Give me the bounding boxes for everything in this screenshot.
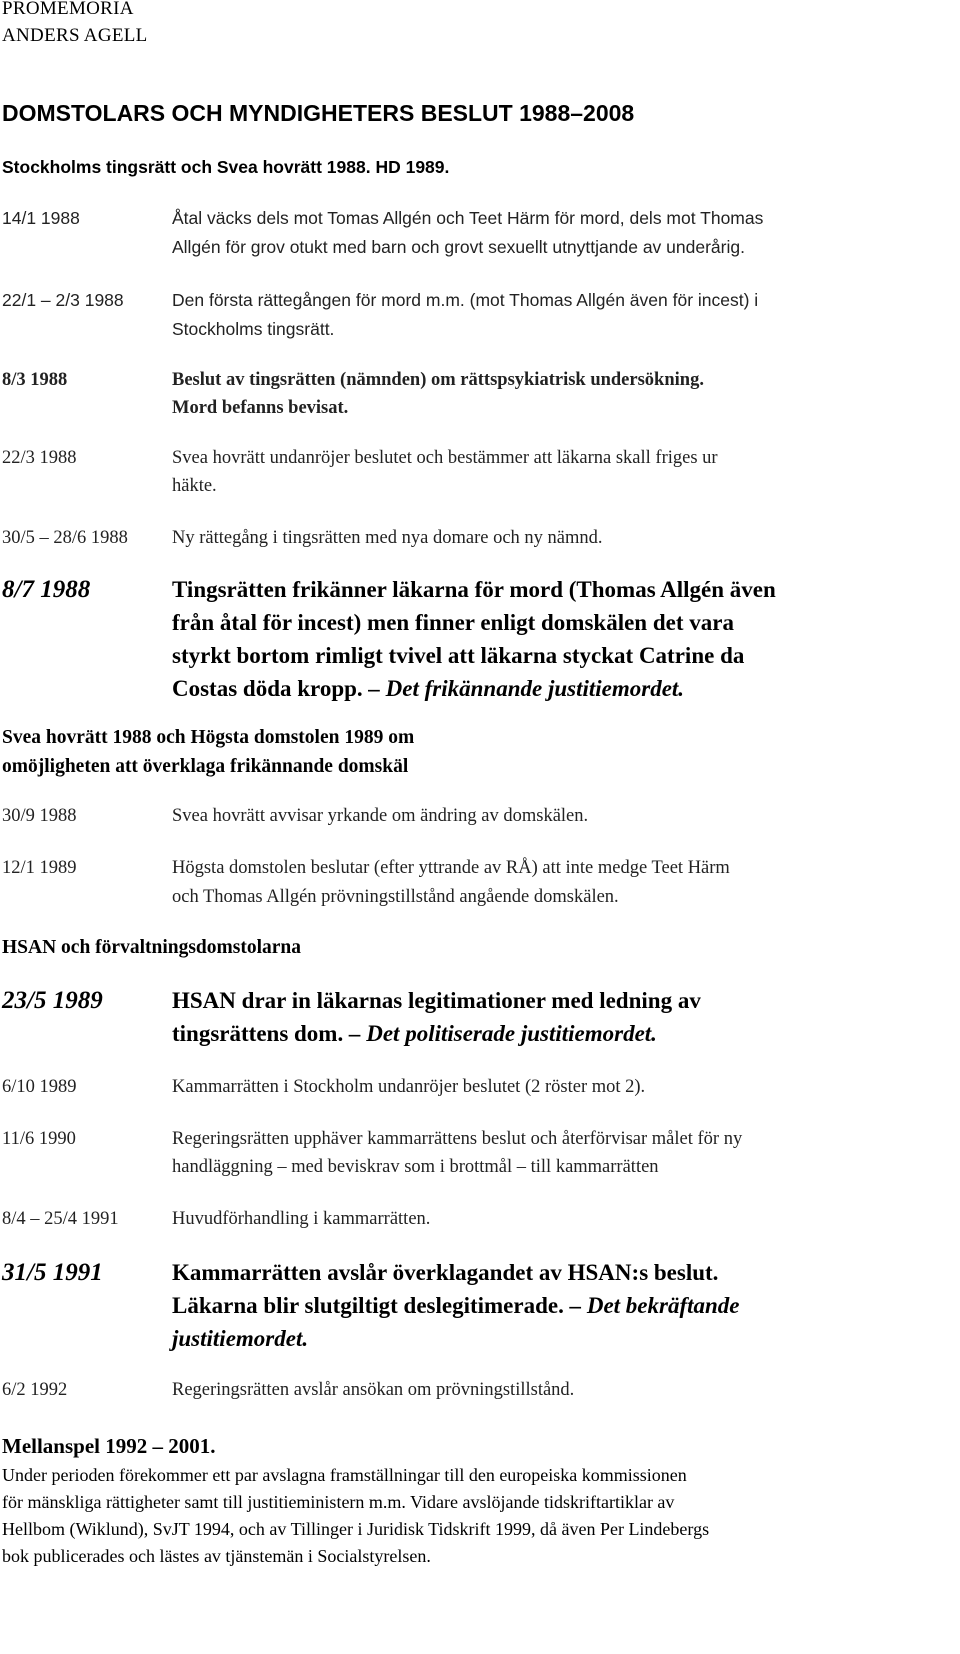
entry-text: Åtal väcks dels mot Tomas Allgén och Teet Härm för mord, dels mot Thomas	[172, 208, 764, 228]
entry-date: 6/2 1992	[2, 1380, 68, 1400]
entry-text: och Thomas Allgén prövningstillstånd angående domskälen.	[172, 887, 619, 907]
highlight-text: från åtal för incest) men finner enligt domskälen det vara	[172, 610, 734, 635]
entry-text: Högsta domstolen beslutar (efter yttrande av RÅ) att inte medge Teet Härm	[172, 858, 730, 878]
section-heading-appeal: Svea hovrätt 1988 och Högsta domstolen 1989 om	[2, 727, 415, 748]
highlight-text-last	[172, 673, 684, 705]
paragraph-line: för mänskliga rättigheter samt till justitieministern m.m. Vidare avslöjande tidskriftartiklar av	[2, 1492, 675, 1512]
highlight-date: 8/7 1988	[2, 576, 91, 603]
entry-text: Beslut av tingsrätten (nämnden) om rättspsykiatrisk undersökning.	[172, 370, 704, 390]
highlight-emphasis: – Det politiserade justitiemordet.	[348, 1021, 657, 1046]
section-heading-interlude: Mellanspel 1992 – 2001.	[2, 1434, 216, 1458]
paragraph-line: Under perioden förekommer ett par avslagna framställningar till den europeiska kommissionen	[2, 1465, 687, 1485]
highlight-emphasis: – Det frikännande justitiemordet.	[368, 676, 685, 701]
paragraph-line: bok publicerades och lästes av tjänstemän i Socialstyrelsen.	[2, 1546, 431, 1566]
highlight-text: Läkarna blir slutgiltigt deslegitimerade.	[172, 1293, 564, 1318]
entry-text: Ny rättegång i tingsrätten med nya domare och ny nämnd.	[172, 528, 603, 548]
entry-text: Svea hovrätt avvisar yrkande om ändring av domskälen.	[172, 806, 589, 826]
entry-date: 12/1 1989	[2, 858, 77, 878]
section-heading-hsan: HSAN och förvaltningsdomstolarna	[2, 937, 302, 958]
entry-text: Regeringsrätten avslår ansökan om prövningstillstånd.	[172, 1380, 575, 1400]
entry-date: 22/1 – 2/3 1988	[2, 290, 124, 310]
entry-text: Mord befanns bevisat.	[172, 398, 349, 418]
highlight-text-mid	[172, 1290, 740, 1322]
highlight-emphasis: – Det bekräftande	[569, 1293, 740, 1318]
highlight-text: Tingsrätten frikänner läkarna för mord (Thomas Allgén även	[172, 577, 776, 602]
entry-date: 8/4 – 25/4 1991	[2, 1209, 119, 1229]
highlight-text-last	[172, 1018, 657, 1050]
interlude-paragraph	[2, 1462, 709, 1570]
document-title: DOMSTOLARS OCH MYNDIGHETERS BESLUT 1988–2008	[2, 100, 635, 126]
highlight-text: Kammarrätten avslår överklagandet av HSAN:s beslut.	[172, 1260, 719, 1285]
highlight-text: styrkt bortom rimligt tvivel att läkarna styckat Catrine da	[172, 643, 745, 668]
highlight-text: HSAN drar in läkarnas legitimationer med ledning av	[172, 988, 701, 1013]
section-heading-appeal: omöjligheten att överklaga frikännande domskäl	[2, 756, 409, 777]
entry-date: 22/3 1988	[2, 448, 77, 468]
section-heading-stockholm: Stockholms tingsrätt och Svea hovrätt 1988. HD 1989.	[2, 157, 450, 177]
entry-text: Den första rättegången för mord m.m. (mot Thomas Allgén även för incest) i	[172, 290, 759, 310]
highlight-date: 31/5 1991	[2, 1259, 103, 1286]
entry-text: Allgén för grov otukt med barn och grovt sexuellt utnyttjande av underårig.	[172, 237, 745, 257]
entry-text: Regeringsrätten upphäver kammarrättens beslut och återförvisar målet för ny	[172, 1129, 743, 1149]
highlight-date: 23/5 1989	[2, 987, 103, 1014]
entry-text: Stockholms tingsrätt.	[172, 319, 335, 339]
entry-date: 6/10 1989	[2, 1077, 77, 1097]
entry-date: 14/1 1988	[2, 208, 80, 228]
entry-text: Huvudförhandling i kammarrätten.	[172, 1209, 431, 1229]
author-name: ANDERS AGELL	[2, 25, 148, 46]
entry-date: 30/9 1988	[2, 806, 77, 826]
highlight-text: tingsrättens dom.	[172, 1021, 344, 1046]
highlight-emphasis: justitiemordet.	[172, 1326, 309, 1351]
entry-date: 30/5 – 28/6 1988	[2, 528, 128, 548]
paragraph-line: Hellbom (Wiklund), SvJT 1994, och av Tillinger i Juridisk Tidskrift 1999, då även Per Lindebergs	[2, 1519, 710, 1539]
entry-text: Svea hovrätt undanröjer beslutet och bestämmer att läkarna skall friges ur	[172, 448, 718, 468]
entry-date: 11/6 1990	[2, 1129, 76, 1149]
entry-text: handläggning – med beviskrav som i brottmål – till kammarrätten	[172, 1157, 659, 1177]
entry-date: 8/3 1988	[2, 370, 68, 390]
entry-text: häkte.	[172, 476, 217, 496]
memo-label: PROMEMORIA	[2, 0, 134, 19]
highlight-text: Costas döda kropp.	[172, 676, 363, 701]
entry-text: Kammarrätten i Stockholm undanröjer beslutet (2 röster mot 2).	[172, 1077, 646, 1097]
